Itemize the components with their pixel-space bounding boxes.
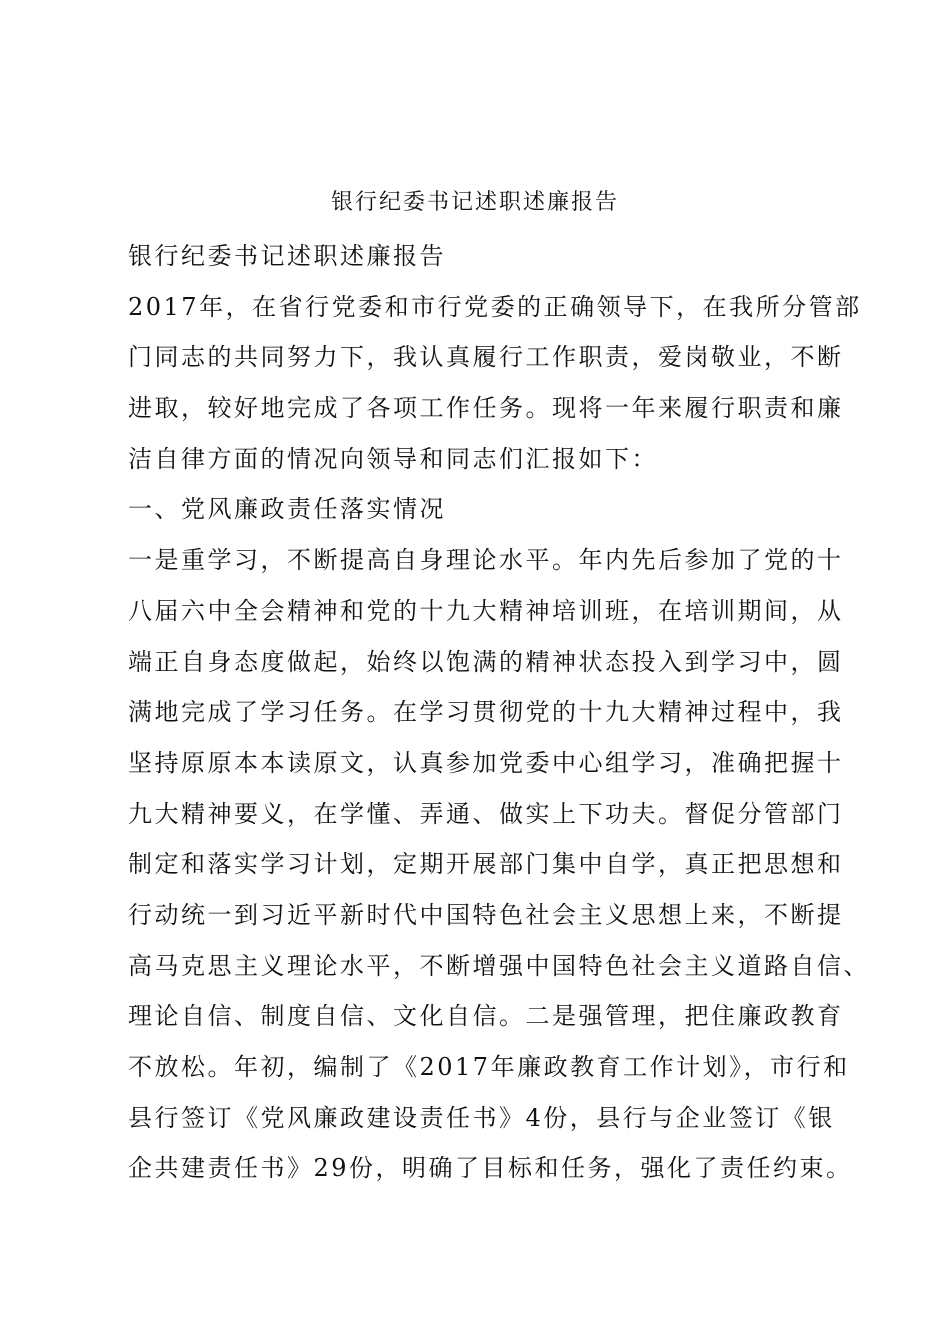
paragraph-line: 行动统一到习近平新时代中国特色社会主义思想上来，不断提 (128, 900, 844, 929)
paragraph-line: 理论自信、制度自信、文化自信。二是强管理，把住廉政教育 (128, 1002, 844, 1031)
subtitle-line: 银行纪委书记述职述廉报告 (128, 242, 446, 270)
paragraph-line: 一是重学习，不断提高自身理论水平。年内先后参加了党的十 (128, 546, 844, 575)
paragraph-line: 九大精神要义，在学懂、弄通、做实上下功夫。督促分管部门 (128, 799, 844, 828)
paragraph-line: 门同志的共同努力下，我认真履行工作职责，爱岗敬业，不断 (128, 343, 844, 372)
paragraph-line: 八届六中全会精神和党的十九大精神培训班，在培训期间，从 (128, 596, 844, 625)
paragraph-line: 进取，较好地完成了各项工作任务。现将一年来履行职责和廉 (128, 394, 844, 423)
paragraph-line: 洁自律方面的情况向领导和同志们汇报如下： (128, 444, 658, 473)
paragraph-line: 制定和落实学习计划，定期开展部门集中自学，真正把思想和 (128, 850, 844, 879)
section-heading: 一、党风廉政责任落实情况 (128, 495, 446, 524)
document-title: 银行纪委书记述职述廉报告 (330, 190, 619, 215)
paragraph-line: 企共建责任书》29份，明确了目标和任务，强化了责任约束。 (128, 1154, 853, 1183)
paragraph-line: 端正自身态度做起，始终以饱满的精神状态投入到学习中，圆 (128, 647, 844, 676)
paragraph-line: 不放松。年初，编制了《2017年廉政教育工作计划》，市行和 (128, 1053, 850, 1081)
paragraph-line: 满地完成了学习任务。在学习贯彻党的十九大精神过程中，我 (128, 698, 844, 727)
paragraph-line: 坚持原原本本读原文，认真参加党委中心组学习，准确把握十 (128, 748, 844, 777)
paragraph-line: 高马克思主义理论水平，不断增强中国特色社会主义道路自信、 (128, 951, 870, 980)
paragraph-line: 县行签订《党风廉政建设责任书》4份，县行与企业签订《银 (128, 1103, 835, 1132)
document-body (128, 236, 870, 1199)
paragraph-line: 2017年，在省行党委和市行党委的正确领导下，在我所分管部 (128, 292, 862, 321)
